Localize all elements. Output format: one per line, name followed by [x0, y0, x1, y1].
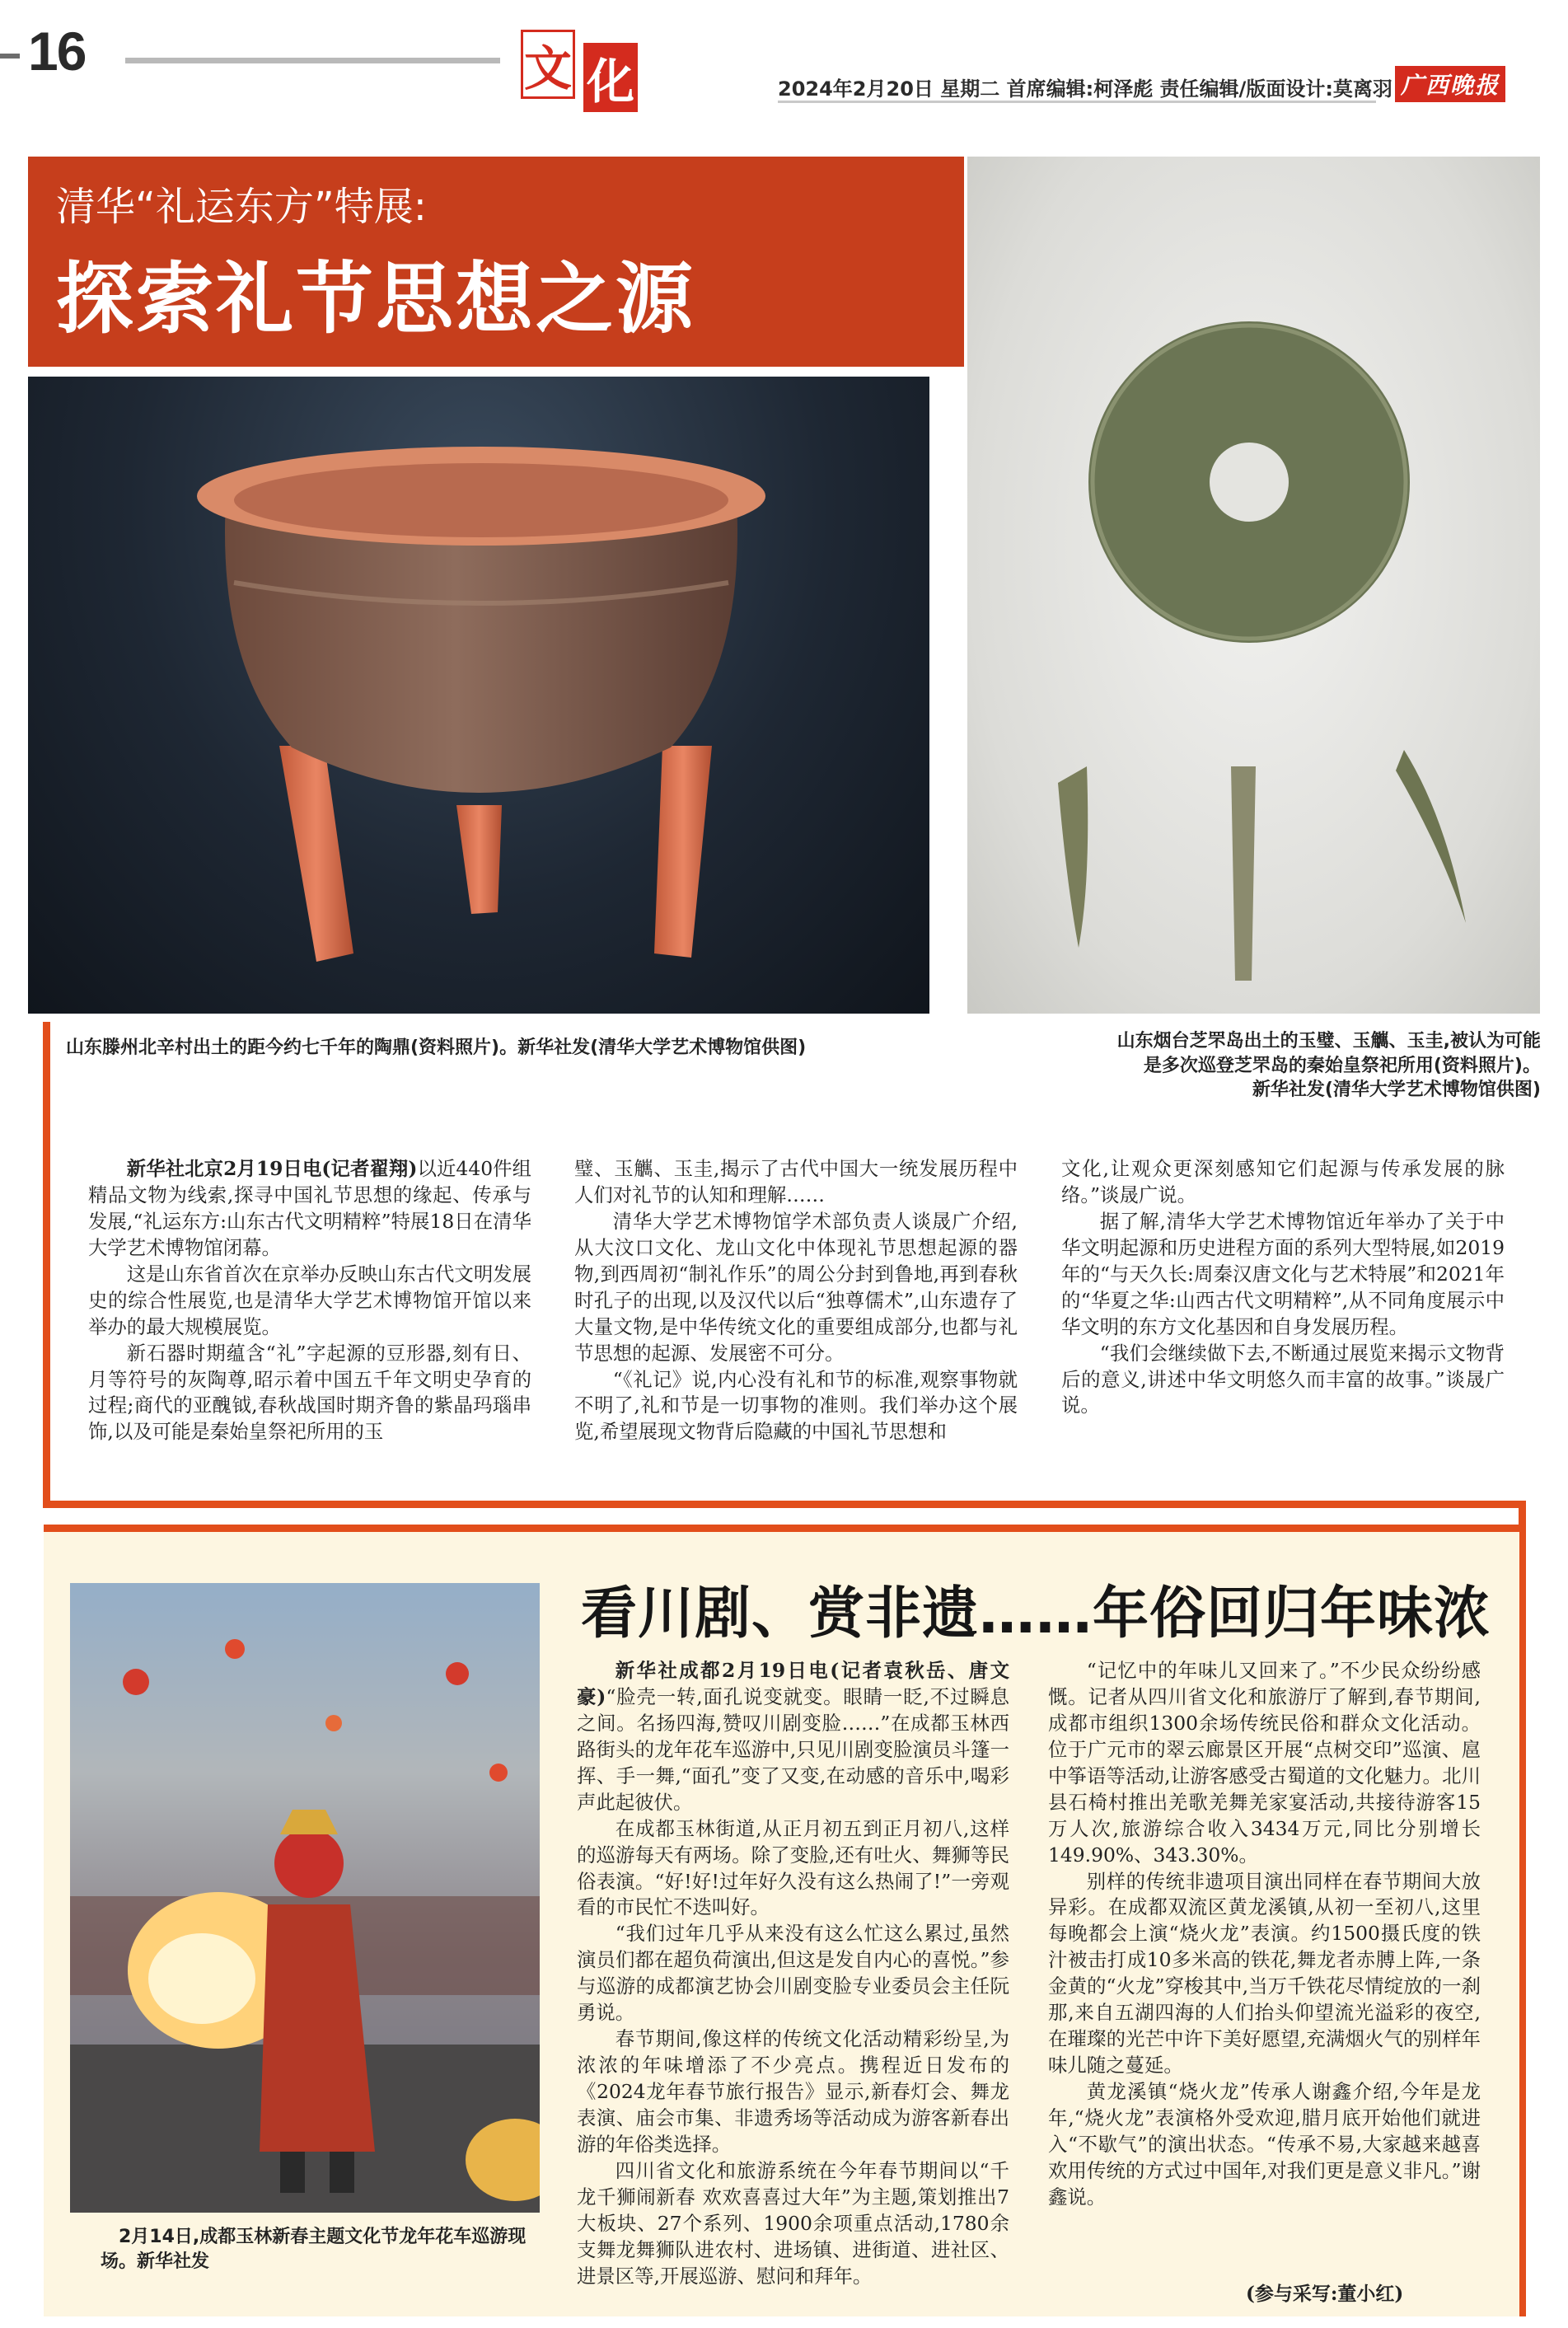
article1-paragraph: 璧、玉觽、玉圭,揭示了古代中国大一统发展历程中人们对礼节的认知和理解……: [574, 1157, 1018, 1206]
header-rule: [125, 58, 500, 63]
article1-headline: 探索礼节思想之源: [56, 255, 696, 344]
section-tag-char-2: 化: [583, 43, 638, 112]
article2-dateline: 新华社成都2月19日电(记者袁秋岳、唐文豪): [577, 1659, 1009, 1708]
article1-frame-left: [43, 1022, 50, 1508]
header-underline: [778, 101, 1376, 103]
article2-paragraph: “我们过年几乎从来没有这么忙这么累过,虽然演员们都在超负荷演出,但这是发自内心的喜悦。”参与巡游的成都演艺协会川剧变脸专业委员会主任阮勇说。: [577, 1922, 1009, 2025]
article1-column-2: [574, 1156, 1018, 1445]
article2-paragraph: 别样的传统非遗项目演出同样在春节期间大放异彩。在成都双流区黄龙溪镇,从初一至初八,这里每晚都会上演“烧火龙”表演。约1500摄氏度的铁汁被击打成10多米高的铁花,舞龙者赤膊上阵,一条金黄的“火龙”穿梭其中,当万千铁花尽情绽放的一刹那,来自五湖四海的人们抬头仰望流光溢彩的夜空,在璀璨的光芒中许下美好愿望,充满烟火气的别样年味儿随之蔓延。: [1048, 1869, 1481, 2077]
article1-paragraph: “我们会继续做下去,不断通过展览来揭示文物背后的意义,讲述中华文明悠久而丰富的故事。”谈晟广说。: [1061, 1341, 1505, 1417]
article1-paragraph: 新石器时期蕴含“礼”字起源的豆形器,刻有日、月等符号的灰陶尊,昭示着中国五千年文明史孕育的过程;商代的亚醜钺,春秋战国时期齐鲁的紫晶玛瑙串饰,以及可能是秦始皇祭祀所用的玉: [88, 1341, 531, 1444]
article1-paragraph: [88, 1156, 531, 1262]
article1-frame-right: [1519, 1501, 1526, 2316]
article2-byline: (参与采写:董小红): [1246, 2283, 1404, 2305]
page-number: 16: [28, 21, 86, 82]
jade-caption-line-2: 是多次巡登芝罘岛的秦始皇祭祀所用(资料照片)。: [1143, 1055, 1541, 1076]
article1-dateline: 新华社北京2月19日电(记者翟翔): [126, 1157, 418, 1180]
jade-caption-line-1: 山东烟台芝罘岛出土的玉璧、玉觽、玉圭,被认为可能: [1116, 1031, 1541, 1052]
article1-paragraph: 清华大学艺术博物馆学术部负责人谈晟广介绍,从大汶口文化、龙山文化中体现礼节思想起源的器物,到西周初“制礼作乐”的周公分封到鲁地,再到春秋时孔子的出现,以及汉代以后“独尊儒术”,山东遗存了大量文物,是中华传统文化的重要组成部分,也都与礼节思想的起源、发展密不可分。: [574, 1209, 1018, 1365]
newspaper-logo: 广西晚报: [1395, 66, 1505, 102]
article1-paragraph: “《礼记》说,内心没有礼和节的标准,观察事物就不明了,礼和节是一切事物的准则。我们举办这个展览,希望展现文物背后隐藏的中国礼节思想和: [574, 1367, 1018, 1444]
article1-column-1: [88, 1156, 531, 1445]
article2-paragraph-text: “脸壳一转,面孔说变就变。眼睛一眨,不过瞬息之间。名扬四海,赞叹川剧变脸……”在成都玉林西路街头的龙年花车巡游中,只见川剧变脸演员斗篷一挥、手一舞,“面孔”变了又变,在动感的音乐中,喝彩声此起彼伏。: [577, 1684, 1009, 1814]
pottery-ding-photo: [28, 377, 929, 1014]
article1-subhead: 清华“礼运东方”特展:: [56, 184, 427, 230]
jade-caption-line-3: 新华社发(清华大学艺术博物馆供图): [1252, 1080, 1541, 1101]
article2-paragraph: 四川省文化和旅游系统在今年春节期间以“千龙千狮闹新春 欢欢喜喜过大年”为主题,策划推出7大板块、27个系列、1900余项重点活动,1780余支舞龙舞狮队进农村、进场镇、进街道、进社区、进景区等,开展巡游、慰问和拜年。: [577, 2158, 1009, 2288]
article1-column-3: [1061, 1156, 1505, 1419]
jade-artifacts-photo: [967, 157, 1540, 1014]
section-tag-char-1: 文: [521, 30, 575, 99]
article2-column-1: [577, 1658, 1009, 2290]
article2-paragraph: “记忆中的年味儿又回来了。”不少民众纷纷感慨。记者从四川省文化和旅游厅了解到,春节期间,成都市组织1300余场传统民俗和群众文化活动。位于广元市的翠云廊景区开展“点树交印”巡演、扈中筝语等活动,让游客感受古蜀道的文化魅力。北川县石椅村推出羌歌羌舞羌家宴活动,共接待游客15万人次,旅游综合收入3434万元,同比分别增长149.90%、343.30%。: [1048, 1659, 1481, 1867]
article1-paragraph: 据了解,清华大学艺术博物馆近年举办了关于中华文明起源和历史进程方面的系列大型特展,如2019年的“与天久长:周秦汉唐文化与艺术特展”和2021年的“华夏之华:山西古代文明精粹”,从不同角度展示中华文明的东方文化基因和自身发展历程。: [1061, 1209, 1505, 1338]
opera-parade-caption: 2月14日,成都玉林新春主题文化节龙年花车巡游现场。新华社发: [101, 2227, 527, 2272]
article2-column-2: [1048, 1658, 1481, 2211]
header-meta: 2024年2月20日 星期二 首席编辑:柯泽彪 责任编辑/版面设计:莫离羽: [778, 77, 1392, 101]
jade-artifacts-caption: [997, 1029, 1541, 1103]
article2-paragraph: 在成都玉林街道,从正月初五到正月初八,这样的巡游每天有两场。除了变脸,还有吐火、舞狮等民俗表演。“好!好!过年好久没有这么热闹了!”一旁观看的市民忙不迭叫好。: [577, 1816, 1009, 1919]
jade-artifacts-illustration: [967, 157, 1540, 1014]
article2-paragraph: 春节期间,像这样的传统文化活动精彩纷呈,为浓浓的年味增添了不少亮点。携程近日发布的《2024龙年春节旅行报告》显示,新春灯会、舞龙表演、庙会市集、非遗秀场等活动成为游客新春出游的年俗类选择。: [577, 2027, 1009, 2156]
article1-title-banner: [28, 157, 964, 367]
article2-paragraph: [577, 1658, 1009, 1816]
article1-paragraph: 文化,让观众更深刻感知它们起源与传承发展的脉络。”谈晟广说。: [1061, 1157, 1505, 1206]
sichuan-opera-parade-photo: [70, 1583, 540, 2213]
opera-parade-illustration: [70, 1583, 540, 2213]
article1-paragraph: 这是山东省首次在京举办反映山东古代文明发展史的综合性展览,也是清华大学艺术博物馆开馆以来举办的最大规模展览。: [88, 1262, 531, 1338]
article2-paragraph: 黄龙溪镇“烧火龙”传承人谢鑫介绍,今年是龙年,“烧火龙”表演格外受欢迎,腊月底开始他们就进入“不歇气”的演出状态。“传承不易,大家越来越喜欢用传统的方式过中国年,对我们更是意义非凡。”谢鑫说。: [1048, 2080, 1481, 2209]
article1-frame-bottom: [43, 1501, 1526, 1508]
pottery-ding-illustration: [28, 377, 929, 1014]
article1-paragraph-text: 以近440件组精品文物为线索,探寻中国礼节思想的缘起、传承与发展,“礼运东方:山东古代文明精粹”特展18日在清华大学艺术博物馆闭幕。: [88, 1157, 531, 1259]
article2-headline: 看川剧、赏非遗……年俗回归年味浓: [581, 1581, 1491, 1646]
pottery-ding-caption: 山东滕州北辛村出土的距今约七千年的陶鼎(资料照片)。新华社发(清华大学艺术博物馆供图): [66, 1038, 807, 1058]
article2-frame-top: [44, 1525, 1526, 1532]
